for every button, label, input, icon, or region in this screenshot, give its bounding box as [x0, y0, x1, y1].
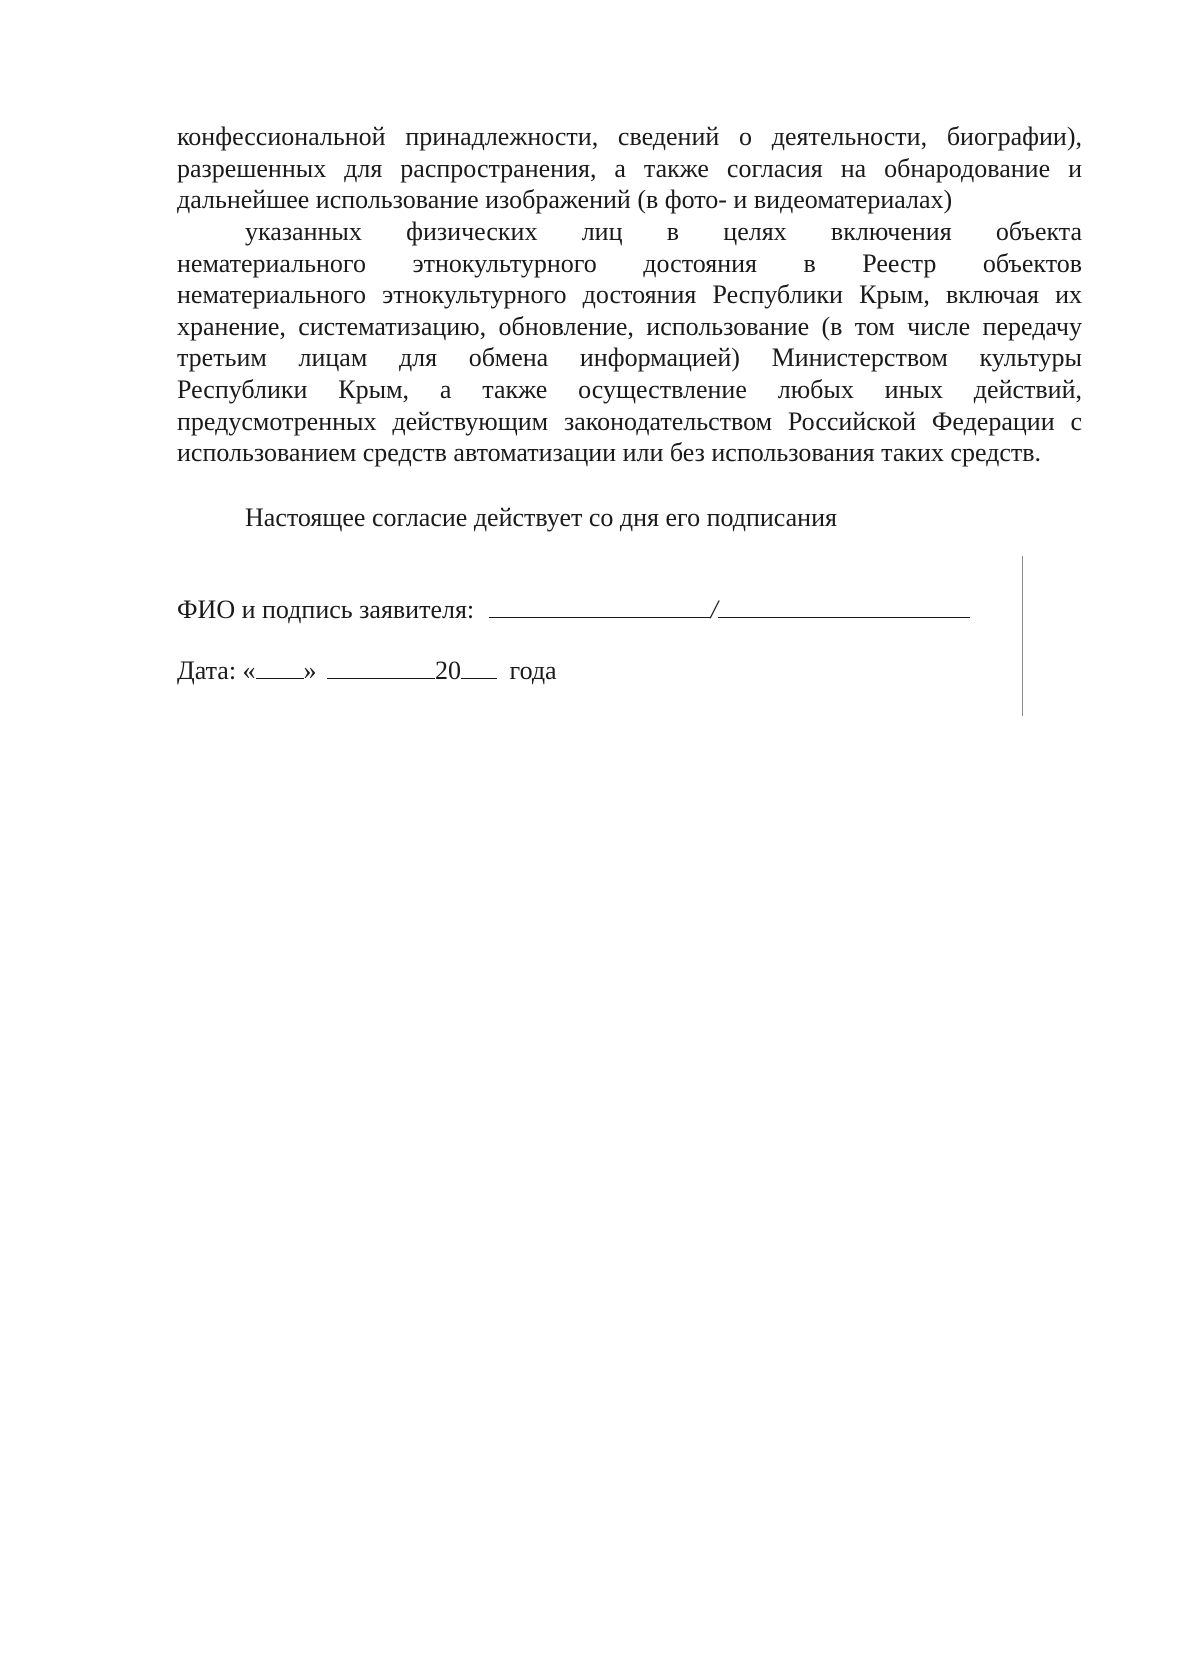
- text-line: третьим лицам для обмена информацией) Министерством культуры: [177, 343, 1082, 373]
- date-row: [177, 654, 557, 686]
- text-line: хранение, систематизацию, обновление, использование (в том числе передачу: [177, 311, 1082, 341]
- text-line: Республики Крым, а также осуществление любых иных действий,: [177, 374, 1082, 404]
- date-year-prefix: 20: [435, 656, 462, 685]
- date-year-field[interactable]: [461, 654, 497, 679]
- date-suffix: года: [509, 656, 557, 685]
- full-name-field[interactable]: [489, 593, 711, 618]
- date-label: Дата: «: [177, 656, 256, 685]
- text-line: предусмотренных действующим законодательством Российской Федерации с: [177, 406, 1082, 436]
- signature-label: ФИО и подпись заявителя:: [177, 595, 475, 624]
- text-line: использованием средств автоматизации или без использования таких средств.: [177, 438, 1042, 468]
- signature-row: [177, 593, 970, 625]
- signature-separator: /: [710, 595, 718, 624]
- consent-paragraph-continued: [177, 121, 1082, 216]
- text-line: нематериального этнокультурного достояния в Реестр объектов: [177, 248, 1082, 278]
- signature-field[interactable]: [718, 593, 970, 618]
- text-line: указанных физических лиц в целях включения объекта: [245, 217, 1082, 246]
- date-month-field[interactable]: [327, 654, 435, 679]
- consent-purpose-paragraph: [177, 216, 1082, 469]
- validity-statement: Настоящее согласие действует со дня его подписания: [245, 503, 837, 532]
- scan-margin-line: [1022, 556, 1023, 716]
- text-line: конфессиональной принадлежности, сведений о деятельности, биографии),: [177, 122, 1082, 151]
- text-line: разрешенных для распространения, а также согласия на обнародование и: [177, 153, 1082, 183]
- date-day-field[interactable]: [256, 654, 304, 679]
- text-line: дальнейшее использование изображений (в фото- и видеоматериалах): [177, 185, 953, 215]
- text-line: нематериального этнокультурного достояния Республики Крым, включая их: [177, 280, 1082, 310]
- date-close-quote: »: [303, 656, 317, 685]
